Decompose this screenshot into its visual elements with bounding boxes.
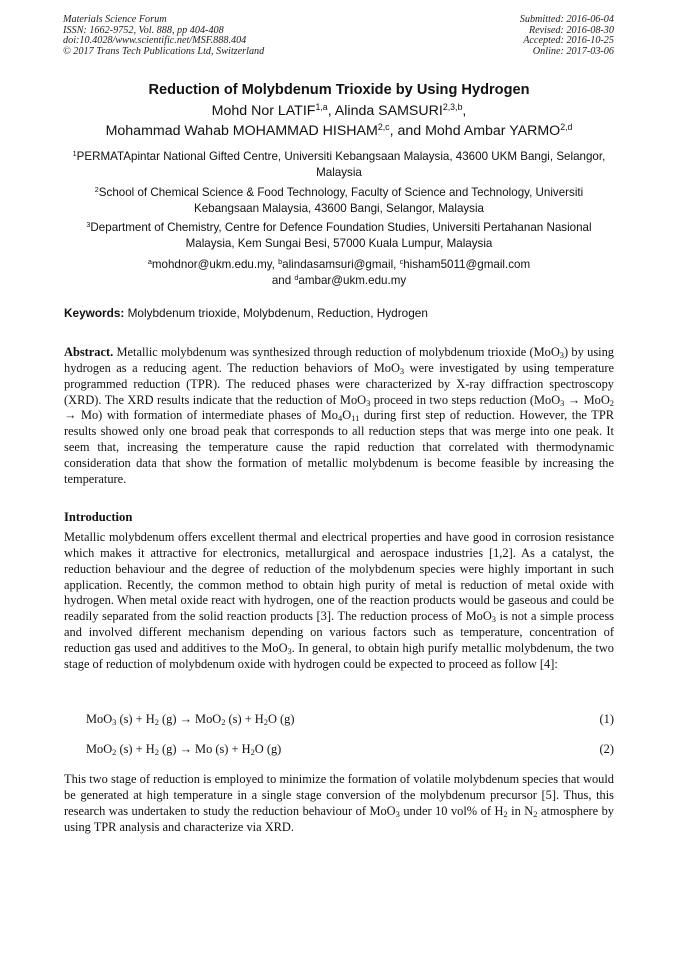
affiliation-text: Department of Chemistry, Centre for Defence Foundation Studies, Universiti Pertahanan Nasional Malaysia, Kem Sungai Besi, 57000 Kuala Lumpur, Malaysia [90, 221, 592, 250]
abstract-text: ) by using hydrogen as a reducing agent. The reduction behaviors of MoO [64, 345, 614, 375]
abstract-text: Metallic molybdenum was synthesized through reduction of molybdenum trioxide (MoO [116, 345, 560, 359]
author-sup: 2,d [560, 121, 573, 132]
eq-text: O (g) [267, 712, 295, 726]
email-c: hisham5011@gmail.com [403, 258, 531, 271]
email-d: ambar@ukm.edu.my [298, 273, 407, 287]
subscript: 3 [287, 646, 292, 656]
subscript: 2 [221, 717, 226, 728]
abstract-text: during first step of reduction. However, the TPR results showed only one broad peak that corresponds to all reduction steps that was merge into one peak. It seem that, increasing the temperature cause the rapid reduction that correlated with thermodynamic consideration data that show the formation of metallic molybdenum is become feasible by increasing the temperature. [64, 408, 614, 486]
email-b: alindasamsuri@gmail, [282, 258, 397, 271]
subscript: 3 [395, 808, 400, 819]
closing-paragraph [64, 772, 614, 835]
accepted-date: Accepted: 2016-10-25 [523, 35, 614, 47]
affiliation-text: School of Chemical Science & Food Technology, Faculty of Science and Technology, Universiti Kebangsaan Malaysia, 43600 Bangi, Selangor, Malaysia [98, 186, 584, 215]
affiliation-text: PERMATApintar National Gifted Centre, Universiti Kebangsaan Malaysia, 43600 UKM Bangi, Selangor, Malaysia [76, 150, 606, 179]
author-and: and [397, 122, 422, 139]
eq-text: MoO [86, 742, 113, 756]
author-name: Mohd Nor LATIF [211, 103, 316, 119]
subscript: 3 [399, 365, 405, 376]
authors-line-1: Mohd Nor LATIF$^{1,a}$, Alinda SAMSURI$^{2,3,b}$, [211, 102, 467, 119]
abstract [64, 345, 614, 488]
author-sup: 1,a [315, 102, 328, 113]
subscript: 3 [491, 614, 496, 625]
affiliation-1 [64, 149, 614, 180]
intro-text: is not a simple process and involved different mechanism depending on various factors such as temperature, concentration of reduction gas used and additives to the MoO [64, 609, 614, 655]
email-sup: a [147, 257, 152, 267]
journal-copyright: © 2017 Trans Tech Publications Ltd, Switzerland [63, 45, 265, 57]
email-sup: c [399, 257, 404, 267]
subscript: 4 [338, 413, 343, 424]
subscript: 2 [533, 808, 538, 819]
affiliation-3 [64, 220, 614, 251]
equation-2 [86, 742, 614, 757]
journal-name: Materials Science Forum [63, 14, 167, 25]
email-a: mohdnor@ukm.edu.my, [151, 258, 275, 271]
introduction-heading: Introduction [64, 510, 133, 524]
eq-text: (s) + H [116, 712, 155, 726]
dates-header [520, 15, 614, 57]
intro-text: Metallic molybdenum offers excellent thermal and electrical properties and have good in corrosion resistance which makes it attractive for electronics, metallurgical and aerospace industries [1,2]. As a catalyst, the reduction behaviour and the degree of reduction of the molybdenum species were highly important in such application. Recently, the common method to obtain high purity of metal is reduction of metal oxide with hydrogen. When metal oxide react with hydrogen, one of the reaction products would be gaseous and could be readily separated from the solid reaction products [3]. The reduction process of MoO [64, 530, 614, 624]
abstract-text: were investigated by using temperature programmed reduction (TPR). The reduced phases were characterized by X-ray diffraction spectroscopy (XRD). The XRD results indicate that the reduction of MoO [64, 360, 615, 407]
abstract-text: proceed in two steps reduction (MoO [370, 392, 561, 407]
subscript: 3 [112, 717, 117, 728]
author-list [0, 102, 678, 141]
author-sup: 2,3,b [442, 102, 463, 113]
journal-issn: ISSN: 1662-9752, Vol. 888, pp 404-408 [63, 24, 224, 36]
closing-text: under 10 vol% of H [399, 803, 504, 818]
eq-text: (s) + H [225, 712, 264, 726]
introduction-paragraph [64, 530, 614, 673]
subscript: 3 [559, 350, 565, 361]
eq-text: (s) + H [116, 742, 155, 756]
affiliation-2 [64, 185, 614, 216]
author-name: Mohammad Wahab MOHAMMAD HISHAM [105, 122, 378, 139]
email-sup: d [294, 272, 299, 282]
affiliation-sup: 1 [72, 149, 77, 159]
subscript: 2 [154, 747, 159, 758]
paper-title: Reduction of Molybdenum Trioxide by Using Hydrogen [148, 82, 530, 98]
affiliation-sup: 2 [94, 185, 99, 195]
eq-text: MoO [86, 712, 113, 726]
email-list [64, 257, 614, 288]
subscript: 2 [154, 717, 159, 728]
abstract-text: → Mo) with formation of intermediate phases of Mo [64, 408, 339, 423]
closing-text: This two stage of reduction is employed to minimize the formation of volatile molybdenum species that would be generated at high temperature in a single stage conversion of the molybdenum precursor [5]. Thus, this research was undertaken to study the reduction behaviour of MoO [64, 772, 614, 818]
keywords-label: Keywords: [64, 306, 125, 320]
abstract-text: O [342, 408, 352, 423]
equation-number: (2) [599, 742, 614, 756]
authors-line-2: Mohammad Wahab MOHAMMAD HISHAM$^{2,c}$, and Mohd Ambar YARMO$^{2,d}$ [105, 121, 573, 139]
abstract-text: → MoO [564, 392, 610, 407]
keywords [64, 306, 614, 320]
abstract-label: Abstract. [64, 345, 114, 359]
eq-text: (g) → MoO [158, 712, 222, 726]
equation-number: (1) [599, 712, 614, 726]
subscript: 2 [609, 397, 614, 408]
subscript: 2 [250, 747, 255, 758]
journal-header [63, 15, 264, 57]
online-date: Online: 2017-03-06 [532, 45, 614, 57]
subscript: 2 [112, 747, 117, 758]
eq-text: O (g) [254, 742, 282, 756]
keywords-text: Molybdenum trioxide, Molybdenum, Reduction, Hydrogen [127, 306, 428, 320]
closing-text: in N [507, 803, 534, 818]
eq-text: (g) → Mo (s) + H [158, 742, 251, 756]
email-sup: b [278, 257, 283, 267]
subscript: 11 [351, 413, 360, 424]
subscript: 3 [366, 397, 371, 408]
equation-1 [86, 712, 614, 727]
intro-text: . In general, to obtain high purify metallic molybdenum, the two stage of reduction of molybdenum oxide with hydrogen could be expected to proceed as follow [4]: [64, 640, 614, 671]
revised-date: Revised: 2016-08-30 [528, 24, 614, 36]
subscript: 2 [263, 717, 268, 728]
subscript: 2 [503, 808, 508, 819]
submitted-date: Submitted: 2016-06-04 [519, 14, 614, 25]
author-sup: 2,c [377, 121, 390, 132]
closing-text: atmosphere by using TPR analysis and characterize via XRD. [64, 803, 614, 834]
author-name: Mohd Ambar YARMO [425, 122, 561, 139]
journal-doi: doi:10.4028/www.scientific.net/MSF.888.404 [63, 35, 247, 47]
email-and: and [271, 273, 292, 287]
author-name: Alinda SAMSURI [334, 103, 443, 119]
affiliation-sup: 3 [86, 220, 91, 230]
subscript: 3 [560, 397, 565, 408]
